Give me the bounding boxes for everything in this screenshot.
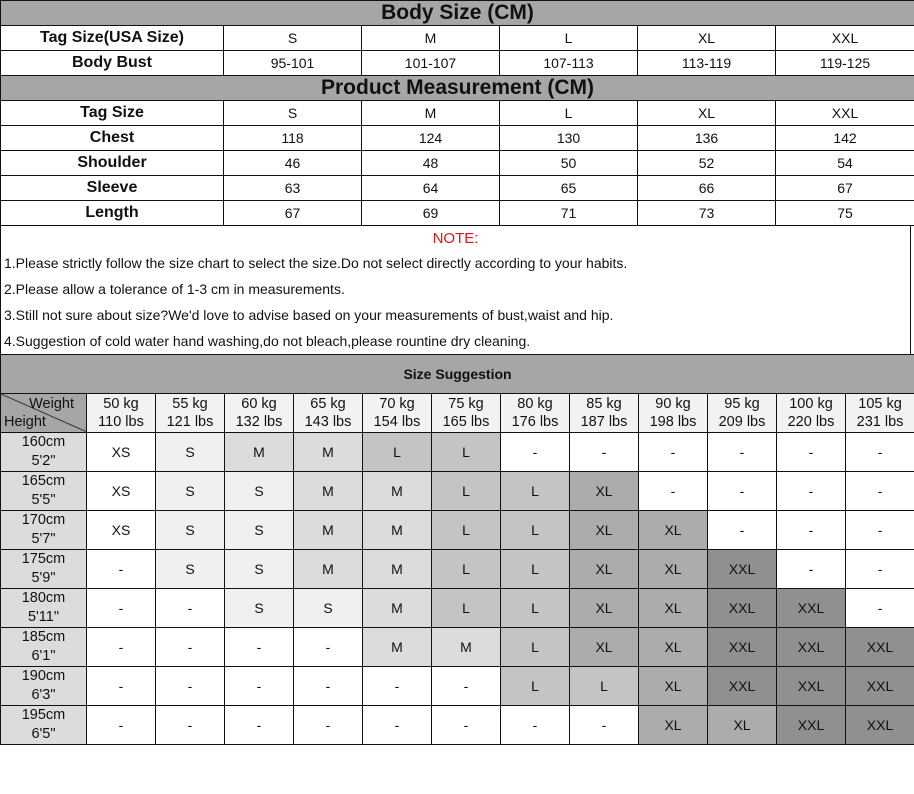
- height-ft: 5'11": [27, 608, 60, 625]
- size-cell: XL: [639, 588, 708, 627]
- size-cell: -: [777, 549, 846, 588]
- note-title: NOTE:: [432, 229, 479, 247]
- size-suggestion-table: [0, 354, 914, 745]
- weight-header: [570, 393, 639, 432]
- size-cell: XL: [708, 705, 777, 744]
- size-cell: -: [777, 432, 846, 471]
- cell: 136: [638, 125, 776, 150]
- cell: 67: [776, 175, 914, 200]
- note-line: 3.Still not sure about size?We'd love to advise based on your measurements of bust,waist and hip.: [4, 306, 614, 323]
- table-row: [1, 100, 914, 125]
- size-cell: -: [501, 705, 570, 744]
- weight-header: [225, 393, 294, 432]
- size-cell: -: [225, 627, 294, 666]
- weight-header: [708, 393, 777, 432]
- size-cell: L: [501, 549, 570, 588]
- weight-header: [501, 393, 570, 432]
- weight-header: [639, 393, 708, 432]
- size-cell: -: [846, 471, 914, 510]
- height-ft: 5'2": [31, 452, 56, 469]
- row-label: Shoulder: [1, 150, 224, 175]
- cell: 65: [500, 175, 638, 200]
- height-header: [1, 510, 87, 549]
- size-cell: L: [501, 588, 570, 627]
- size-cell: XXL: [777, 627, 846, 666]
- cell: S: [224, 100, 362, 125]
- cell: 101-107: [362, 51, 500, 76]
- size-cell: -: [87, 666, 156, 705]
- table-row: [1, 51, 914, 76]
- weight-lbs: 121 lbs: [166, 413, 214, 430]
- weight-header: [432, 393, 501, 432]
- height-ft: 5'9": [31, 569, 56, 586]
- note-section: [0, 226, 911, 354]
- cell: 64: [362, 175, 500, 200]
- cell: 67: [224, 200, 362, 225]
- size-cell: XXL: [708, 627, 777, 666]
- table-row: [1, 432, 914, 471]
- size-cell: L: [432, 588, 501, 627]
- height-header: [1, 471, 87, 510]
- size-cell: -: [708, 432, 777, 471]
- table-row: [1, 26, 914, 51]
- cell: 113-119: [638, 51, 776, 76]
- height-cm: 190cm: [21, 667, 66, 684]
- cell: 118: [224, 125, 362, 150]
- weight-kg: 75 kg: [448, 395, 484, 412]
- size-cell: M: [294, 432, 363, 471]
- weight-kg: 70 kg: [379, 395, 415, 412]
- product-measurement-table: [0, 75, 914, 226]
- size-cell: XXL: [708, 549, 777, 588]
- row-label: Length: [1, 200, 224, 225]
- size-cell: -: [846, 510, 914, 549]
- weight-kg: 90 kg: [655, 395, 691, 412]
- cell: L: [500, 100, 638, 125]
- body-size-table: [0, 0, 914, 76]
- size-cell: -: [708, 510, 777, 549]
- size-cell: L: [432, 510, 501, 549]
- size-cell: XS: [87, 432, 156, 471]
- cell: M: [362, 26, 500, 51]
- table-row: [1, 471, 914, 510]
- weight-header: [363, 393, 432, 432]
- weight-lbs: 231 lbs: [856, 413, 904, 430]
- table-row: [1, 627, 914, 666]
- height-cm: 195cm: [21, 706, 66, 723]
- size-cell: XL: [570, 588, 639, 627]
- size-cell: -: [570, 705, 639, 744]
- body-size-title: Body Size (CM): [1, 1, 914, 26]
- size-cell: L: [570, 666, 639, 705]
- height-ft: 6'1": [31, 647, 56, 664]
- size-cell: XS: [87, 471, 156, 510]
- size-cell: -: [87, 627, 156, 666]
- height-cm: 165cm: [21, 472, 66, 489]
- cell: 107-113: [500, 51, 638, 76]
- cell: 142: [776, 125, 914, 150]
- size-cell: XL: [570, 627, 639, 666]
- cell: 75: [776, 200, 914, 225]
- corner-cell: [1, 393, 87, 432]
- size-cell: M: [294, 510, 363, 549]
- weight-lbs: 209 lbs: [718, 413, 766, 430]
- note-line: 2.Please allow a tolerance of 1-3 cm in measurements.: [4, 280, 345, 297]
- size-cell: XXL: [846, 705, 914, 744]
- size-cell: S: [156, 471, 225, 510]
- weight-lbs: 110 lbs: [98, 413, 144, 430]
- cell: 48: [362, 150, 500, 175]
- cell: 66: [638, 175, 776, 200]
- table-row: [1, 510, 914, 549]
- size-cell: -: [846, 549, 914, 588]
- height-cm: 180cm: [21, 589, 66, 606]
- cell: XXL: [776, 26, 914, 51]
- size-cell: -: [570, 432, 639, 471]
- table-row: [1, 666, 914, 705]
- height-label: Height: [4, 413, 46, 430]
- size-cell: -: [432, 666, 501, 705]
- cell: 50: [500, 150, 638, 175]
- height-cm: 185cm: [21, 628, 66, 645]
- size-cell: XL: [570, 471, 639, 510]
- size-cell: L: [363, 432, 432, 471]
- weight-lbs: 132 lbs: [235, 413, 283, 430]
- size-cell: XL: [639, 627, 708, 666]
- size-cell: -: [225, 666, 294, 705]
- size-cell: XXL: [777, 705, 846, 744]
- height-cm: 175cm: [21, 550, 66, 567]
- size-cell: M: [363, 549, 432, 588]
- cell: 130: [500, 125, 638, 150]
- height-header: [1, 588, 87, 627]
- cell: 46: [224, 150, 362, 175]
- weight-header: [294, 393, 363, 432]
- row-label: Tag Size: [1, 100, 224, 125]
- weight-kg: 100 kg: [789, 395, 833, 412]
- size-cell: -: [846, 432, 914, 471]
- size-cell: L: [501, 666, 570, 705]
- weight-kg: 55 kg: [172, 395, 208, 412]
- height-ft: 5'7": [31, 530, 56, 547]
- weight-header: [87, 393, 156, 432]
- weight-kg: 80 kg: [517, 395, 553, 412]
- cell: M: [362, 100, 500, 125]
- cell: 119-125: [776, 51, 914, 76]
- note-line: 1.Please strictly follow the size chart to select the size.Do not select directly according to your habits.: [4, 254, 628, 271]
- weight-header: [156, 393, 225, 432]
- height-cm: 160cm: [21, 433, 66, 450]
- size-cell: XXL: [708, 588, 777, 627]
- size-cell: XL: [639, 510, 708, 549]
- weight-lbs: 143 lbs: [304, 413, 352, 430]
- size-cell: S: [225, 549, 294, 588]
- weight-lbs: 187 lbs: [580, 413, 628, 430]
- table-row: [1, 549, 914, 588]
- cell: L: [500, 26, 638, 51]
- size-cell: -: [363, 666, 432, 705]
- size-cell: -: [87, 705, 156, 744]
- size-cell: -: [846, 588, 914, 627]
- row-label: Body Bust: [1, 51, 224, 76]
- table-row: [1, 150, 914, 175]
- size-cell: S: [294, 588, 363, 627]
- size-cell: -: [777, 510, 846, 549]
- size-cell: XL: [639, 705, 708, 744]
- table-row: [1, 125, 914, 150]
- size-cell: -: [639, 432, 708, 471]
- size-cell: -: [294, 666, 363, 705]
- size-cell: -: [156, 627, 225, 666]
- size-cell: -: [363, 705, 432, 744]
- weight-lbs: 154 lbs: [373, 413, 421, 430]
- size-cell: -: [156, 588, 225, 627]
- weight-kg: 105 kg: [858, 395, 902, 412]
- size-cell: S: [225, 588, 294, 627]
- size-cell: S: [225, 471, 294, 510]
- weight-header-row: [1, 393, 914, 432]
- size-cell: -: [294, 705, 363, 744]
- row-label: Chest: [1, 125, 224, 150]
- size-cell: M: [363, 627, 432, 666]
- table-row: [1, 705, 914, 744]
- size-cell: -: [156, 705, 225, 744]
- cell: 95-101: [224, 51, 362, 76]
- weight-header: [846, 393, 914, 432]
- size-cell: S: [156, 510, 225, 549]
- row-label: Sleeve: [1, 175, 224, 200]
- size-cell: XXL: [777, 666, 846, 705]
- table-row: [1, 588, 914, 627]
- cell: 63: [224, 175, 362, 200]
- size-cell: -: [501, 432, 570, 471]
- size-cell: XXL: [777, 588, 846, 627]
- size-cell: S: [225, 510, 294, 549]
- height-header: [1, 666, 87, 705]
- size-cell: -: [777, 471, 846, 510]
- weight-lbs: 220 lbs: [787, 413, 835, 430]
- cell: 52: [638, 150, 776, 175]
- note-line: 4.Suggestion of cold water hand washing,do not bleach,please rountine dry cleaning.: [4, 332, 531, 349]
- size-cell: -: [432, 705, 501, 744]
- size-cell: M: [225, 432, 294, 471]
- height-header: [1, 705, 87, 744]
- size-cell: M: [294, 471, 363, 510]
- size-cell: XL: [639, 666, 708, 705]
- cell: 71: [500, 200, 638, 225]
- size-cell: S: [156, 432, 225, 471]
- size-cell: L: [501, 510, 570, 549]
- height-ft: 5'5": [31, 491, 56, 508]
- weight-kg: 50 kg: [103, 395, 139, 412]
- weight-kg: 95 kg: [724, 395, 760, 412]
- size-cell: M: [432, 627, 501, 666]
- size-cell: XXL: [846, 666, 914, 705]
- weight-lbs: 198 lbs: [649, 413, 697, 430]
- weight-lbs: 176 lbs: [511, 413, 559, 430]
- size-cell: XS: [87, 510, 156, 549]
- size-cell: XXL: [846, 627, 914, 666]
- size-cell: L: [432, 549, 501, 588]
- weight-lbs: 165 lbs: [442, 413, 490, 430]
- weight-kg: 60 kg: [241, 395, 277, 412]
- height-header: [1, 432, 87, 471]
- cell: 69: [362, 200, 500, 225]
- height-header: [1, 627, 87, 666]
- size-cell: -: [294, 627, 363, 666]
- size-suggestion-title: Size Suggestion: [1, 354, 914, 393]
- height-ft: 6'5": [31, 725, 56, 742]
- size-cell: XXL: [708, 666, 777, 705]
- table-row: [1, 175, 914, 200]
- size-cell: -: [87, 549, 156, 588]
- size-cell: M: [294, 549, 363, 588]
- cell: 54: [776, 150, 914, 175]
- size-cell: M: [363, 510, 432, 549]
- cell: XL: [638, 100, 776, 125]
- height-cm: 170cm: [21, 511, 66, 528]
- size-cell: L: [501, 471, 570, 510]
- cell: XL: [638, 26, 776, 51]
- size-cell: XL: [570, 549, 639, 588]
- weight-header: [777, 393, 846, 432]
- size-cell: XL: [639, 549, 708, 588]
- size-cell: -: [639, 471, 708, 510]
- cell: XXL: [776, 100, 914, 125]
- weight-label: Weight: [29, 395, 74, 412]
- size-cell: -: [225, 705, 294, 744]
- cell: S: [224, 26, 362, 51]
- cell: 124: [362, 125, 500, 150]
- weight-kg: 85 kg: [586, 395, 622, 412]
- height-header: [1, 549, 87, 588]
- product-measurement-title: Product Measurement (CM): [1, 75, 914, 100]
- size-cell: L: [432, 471, 501, 510]
- row-label: Tag Size(USA Size): [1, 26, 224, 51]
- cell: 73: [638, 200, 776, 225]
- size-cell: -: [156, 666, 225, 705]
- size-cell: M: [363, 588, 432, 627]
- size-cell: L: [432, 432, 501, 471]
- table-row: [1, 200, 914, 225]
- weight-kg: 65 kg: [310, 395, 346, 412]
- size-cell: XL: [570, 510, 639, 549]
- size-cell: -: [708, 471, 777, 510]
- size-cell: S: [156, 549, 225, 588]
- height-ft: 6'3": [31, 686, 56, 703]
- size-cell: -: [87, 588, 156, 627]
- size-cell: M: [363, 471, 432, 510]
- size-cell: L: [501, 627, 570, 666]
